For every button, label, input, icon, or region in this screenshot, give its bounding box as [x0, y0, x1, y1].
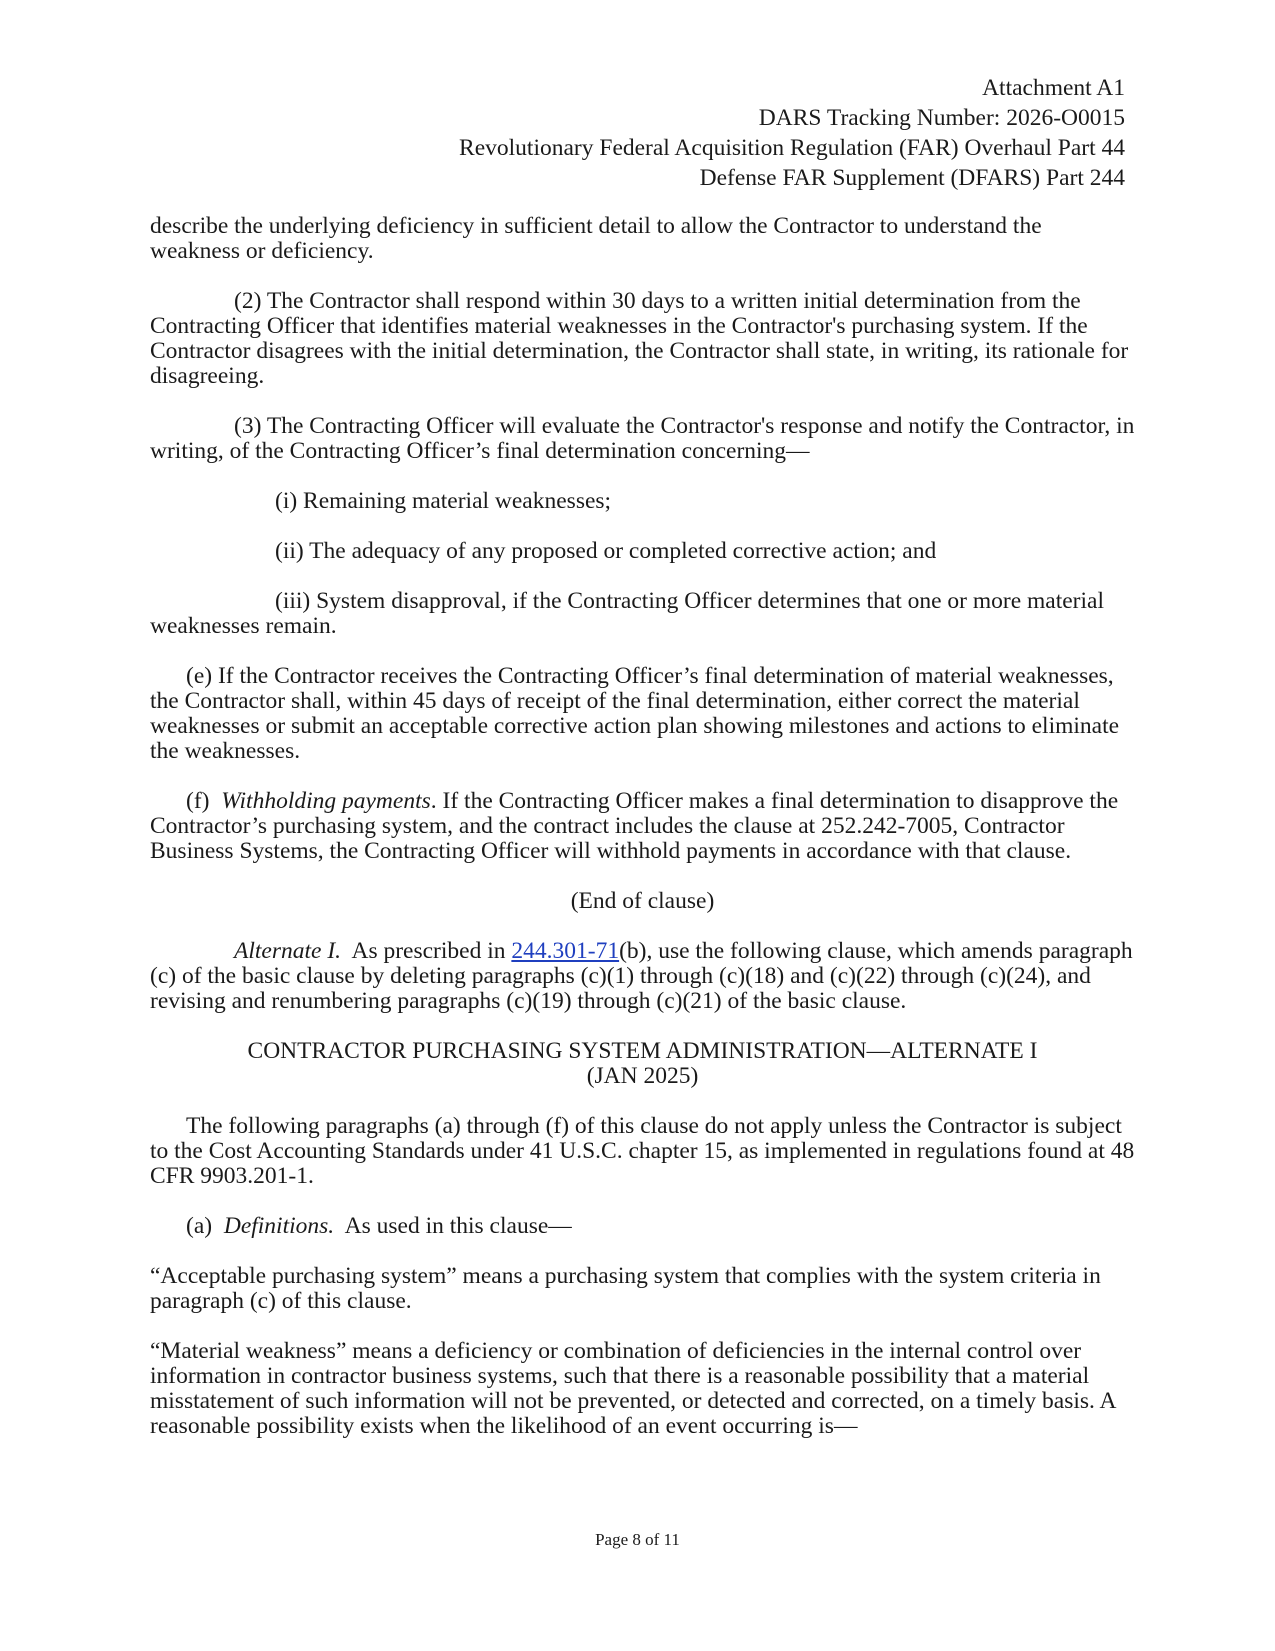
paragraph-f-heading: Withholding payments — [221, 788, 431, 814]
dfars-section-link[interactable]: 244.301-71 — [511, 938, 620, 964]
clause-title-line-1: CONTRACTOR PURCHASING SYSTEM ADMINISTRATION—ALTERNATE I — [247, 1038, 1038, 1064]
header-far-part: Revolutionary Federal Acquisition Regulation (FAR) Overhaul Part 44 — [459, 135, 1125, 161]
paragraph-a-text: As used in this clause— — [334, 1213, 572, 1239]
alternate-text: (b), use the following clause, which amends paragraph (c) of the basic clause by deleting paragraphs (c)(1) through (c)(18) and (c)(22) through (c)(24), and revising and renumbering paragraphs (c)(19) through (c)(21) of the basic clause. — [150, 938, 1133, 1014]
paragraph-a-heading: Definitions. — [223, 1213, 335, 1239]
alternate-prefix: As prescribed in — [341, 938, 512, 964]
paragraph-a — [150, 1214, 1135, 1239]
page-number: Page 8 of 11 — [595, 1530, 680, 1549]
definition-material-weakness: “Material weakness” means a deficiency or combination of deficiencies in the internal control over information in contractor business systems, such that there is a reasonable possibility that a material misstatement of such information will not be prevented, or detected and corrected, on a timely basis. A reasonable possibility exists when the likelihood of an event occurring is— — [150, 1338, 1116, 1439]
paragraph-d3-ii: (ii) The adequacy of any proposed or completed corrective action; and — [275, 538, 937, 564]
paragraph-e: (e) If the Contractor receives the Contracting Officer’s final determination of material weaknesses, the Contractor shall, within 45 days of receipt of the final determination, either correct the material weaknesses or submit an acceptable corrective action plan showing milestones and actions to eliminate the weaknesses. — [150, 663, 1120, 764]
page-header — [459, 73, 1125, 193]
header-tracking-number: DARS Tracking Number: 2026-O0015 — [758, 105, 1125, 131]
paragraph-d3-iii: (iii) System disapproval, if the Contracting Officer determines that one or more material weaknesses remain. — [150, 588, 1104, 639]
clause-title — [150, 1039, 1135, 1089]
paragraph-alternate-i — [150, 939, 1135, 1014]
paragraph-applicability: The following paragraphs (a) through (f) of this clause do not apply unless the Contractor is subject to the Cost Accounting Standards under 41 U.S.C. chapter 15, as implemented in regulations found at 48 CFR 9903.201-1. — [150, 1113, 1135, 1189]
header-dfars-part: Defense FAR Supplement (DFARS) Part 244 — [699, 165, 1125, 191]
paragraph-f — [150, 789, 1135, 864]
alternate-heading: Alternate I. — [234, 938, 342, 964]
paragraph-a-label: (a) — [186, 1213, 213, 1239]
definition-acceptable-purchasing-system: “Acceptable purchasing system” means a purchasing system that complies with the system criteria in paragraph (c) of this clause. — [150, 1263, 1101, 1314]
document-body — [150, 214, 1135, 1464]
paragraph-f-label: (f) — [186, 788, 210, 814]
paragraph-f-text: . If the Contracting Officer makes a final determination to disapprove the Contractor’s purchasing system, and the contract includes the clause at 252.242-7005, Contractor Business Systems, the Contracting Officer will withhold payments in accordance with that clause. — [150, 788, 1119, 864]
header-attachment: Attachment A1 — [982, 75, 1125, 101]
clause-title-date: (JAN 2025) — [586, 1063, 699, 1089]
paragraph-d2: (2) The Contractor shall respond within 30 days to a written initial determination from the Contracting Officer that identifies material weaknesses in the Contractor's purchasing system. If the Contractor disagrees with the initial determination, the Contractor shall state, in writing, its rationale for disagreeing. — [150, 288, 1129, 389]
paragraph-d3: (3) The Contracting Officer will evaluate the Contractor's response and notify the Contractor, in writing, of the Contracting Officer’s final determination concerning— — [150, 413, 1135, 464]
paragraph-d3-i: (i) Remaining material weaknesses; — [275, 488, 612, 514]
end-of-clause: (End of clause) — [570, 888, 715, 914]
paragraph-continuation: describe the underlying deficiency in sufficient detail to allow the Contractor to understand the weakness or deficiency. — [150, 213, 1042, 264]
